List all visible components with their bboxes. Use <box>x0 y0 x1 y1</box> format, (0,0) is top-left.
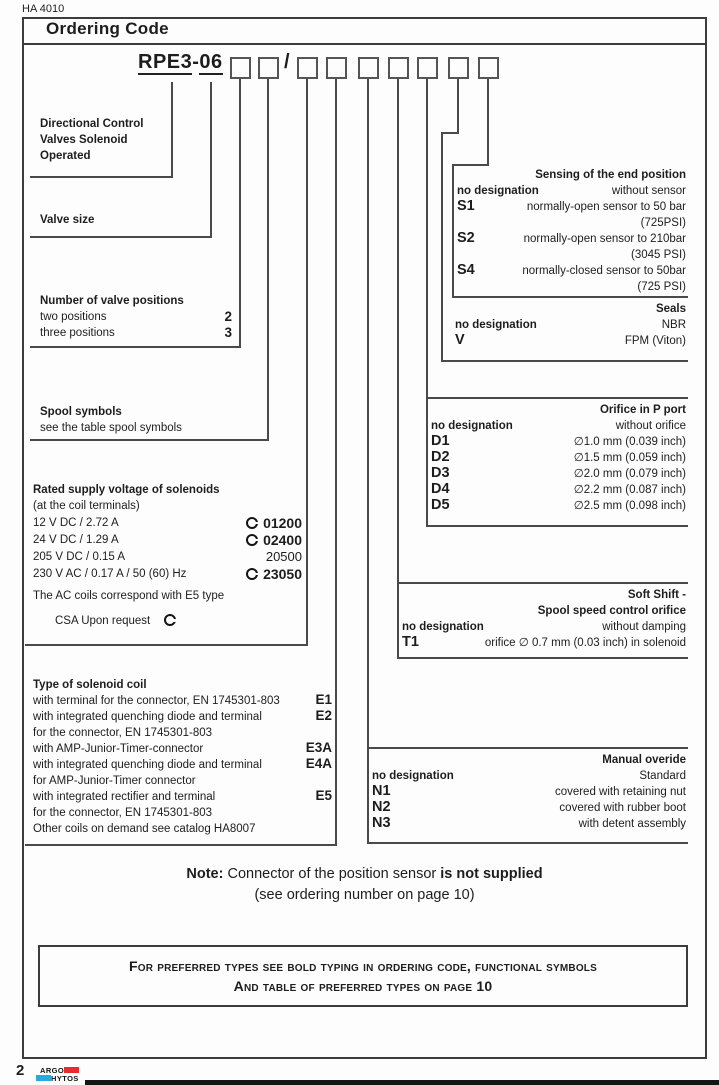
manual-desc: covered with retaining nut <box>554 786 686 798</box>
positions-label: three positions <box>40 327 115 339</box>
code-box-voltage <box>297 57 318 79</box>
coil-row <box>33 741 332 757</box>
sensing-desc2: (725PSI) <box>640 217 686 229</box>
note-line-1 <box>22 864 707 885</box>
seals-row <box>455 317 686 333</box>
code-box-softshift <box>388 57 409 79</box>
code-slash: / <box>284 51 290 73</box>
coil-desc: for the connector, EN 1745301-803 <box>33 727 213 739</box>
orifice-row <box>431 498 686 514</box>
note-bold-text: is not supplied <box>440 866 543 882</box>
table-seals <box>455 301 686 349</box>
positions-label: two positions <box>40 311 107 323</box>
voltage-label: 230 V AC / 0.17 A / 50 (60) Hz <box>33 567 187 580</box>
orifice-code: D5 <box>431 497 450 513</box>
coil-desc: with terminal for the connector, EN 1745301-803 <box>33 695 280 707</box>
sensing-row-cont <box>457 279 686 295</box>
connector-manual <box>367 79 369 844</box>
manual-code: no designation <box>372 770 454 782</box>
manual-code: N3 <box>372 815 391 831</box>
coil-desc: with integrated quenching diode and terminal <box>33 759 262 771</box>
voltage-title: Rated supply voltage of solenoids <box>33 484 220 496</box>
code-box-coil <box>326 57 347 79</box>
coil-desc: with integrated quenching diode and terminal <box>33 711 262 723</box>
directional-line3: Operated <box>40 150 91 162</box>
positions-row <box>40 309 232 325</box>
code-box-seals <box>448 57 469 79</box>
voltage-row <box>33 548 302 565</box>
sensing-row <box>457 231 686 247</box>
connector-positions <box>239 79 241 348</box>
orifice-desc: ∅1.0 mm (0.039 inch) <box>573 436 686 448</box>
table-softshift <box>402 587 686 651</box>
orifice-desc: without orifice <box>615 420 686 432</box>
brand-hytos-text: HYTOS <box>51 1073 79 1083</box>
orifice-row <box>431 466 686 482</box>
seals-bottom-rule <box>441 360 688 362</box>
csa-note-text: CSA Upon request <box>55 615 151 627</box>
connector-size <box>210 82 212 238</box>
manual-row <box>372 816 686 832</box>
section-coil <box>33 677 332 821</box>
coil-desc: with AMP-Junior-Timer-connector <box>33 743 204 755</box>
note-text: Connector of the position sensor <box>223 866 441 882</box>
sensing-title: Sensing of the end position <box>535 169 686 181</box>
orifice-code: D3 <box>431 465 450 481</box>
rule-directional <box>30 176 173 178</box>
softshift-desc: without damping <box>602 621 686 633</box>
coil-footer: Other coils on demand see catalog HA8007 <box>33 823 256 835</box>
rule-voltage <box>25 644 308 646</box>
voltage-ac-note: The AC coils correspond with E5 type <box>33 590 225 602</box>
page-title: Ordering Code <box>46 19 169 38</box>
coil-code: E2 <box>315 708 332 723</box>
manual-desc: with detent assembly <box>578 818 686 830</box>
manual-desc: Standard <box>639 770 686 782</box>
voltage-subtitle: (at the coil terminals) <box>33 500 140 512</box>
section-spool <box>40 404 182 436</box>
table-sensing <box>457 167 686 295</box>
seals-row <box>455 333 686 349</box>
sensing-code: S2 <box>457 230 475 246</box>
rule-spool <box>30 439 269 441</box>
sensing-row-cont <box>457 247 686 263</box>
connector-softshift <box>397 79 399 659</box>
seals-desc: FPM (Viton) <box>624 335 686 347</box>
coil-title: Type of solenoid coil <box>33 679 147 691</box>
directional-line2: Valves Solenoid <box>40 134 128 146</box>
brand-row-top <box>40 1066 86 1074</box>
voltage-label: 24 V DC / 1.29 A <box>33 533 119 546</box>
voltage-label: 205 V DC / 0.15 A <box>33 550 126 563</box>
coil-code: E5 <box>315 788 332 803</box>
manual-top-rule <box>367 747 688 749</box>
orifice-row <box>431 482 686 498</box>
voltage-csa-note <box>55 613 181 629</box>
positions-title: Number of valve positions <box>40 295 184 307</box>
sensing-top-rule <box>452 164 489 166</box>
connector-sensing <box>487 79 489 166</box>
code-size: 06 <box>199 51 223 73</box>
doc-code: HA 4010 <box>22 3 65 15</box>
sensing-row <box>457 199 686 215</box>
ordering-code-text <box>138 51 223 73</box>
seals-code: no designation <box>455 319 537 331</box>
coil-desc: with integrated rectifier and terminal <box>33 791 216 803</box>
page-number: 2 <box>16 1062 25 1079</box>
preferred-types-box <box>38 945 688 1007</box>
orifice-desc: ∅2.5 mm (0.098 inch) <box>573 500 686 512</box>
sensing-row <box>457 263 686 279</box>
voltage-row <box>33 531 302 548</box>
brand-argo-text: ARGO <box>40 1065 65 1075</box>
coil-code: E3A <box>305 740 332 755</box>
coil-row <box>33 709 332 725</box>
seals-desc: NBR <box>661 319 686 331</box>
voltage-label: 12 V DC / 2.72 A <box>33 516 119 529</box>
csa-mark-icon <box>246 568 258 580</box>
coil-code: E1 <box>315 692 332 707</box>
manual-row <box>372 768 686 784</box>
manual-desc: covered with rubber boot <box>559 802 686 814</box>
connector-seals-jog <box>441 132 459 134</box>
orifice-code: no designation <box>431 420 513 432</box>
softshift-title-2: Spool speed control orifice <box>537 605 686 617</box>
code-separator: - <box>192 51 200 73</box>
section-valve-size: Valve size <box>40 214 95 226</box>
sensing-desc: normally-open sensor to 50 bar <box>526 201 686 213</box>
code-prefix: RPE3 <box>138 51 193 73</box>
code-box-manual <box>358 57 379 79</box>
connector-prefix <box>171 82 173 178</box>
orifice-desc: ∅1.5 mm (0.059 inch) <box>573 452 686 464</box>
preferred-line-1: For preferred types see bold typing in ordering code, functional symbols <box>129 958 597 974</box>
note-line-2: (see ordering number on page 10) <box>254 887 475 903</box>
manual-code: N2 <box>372 799 391 815</box>
coil-desc: for AMP-Junior-Timer connector <box>33 775 196 787</box>
orifice-row <box>431 434 686 450</box>
coil-row <box>33 757 332 773</box>
orifice-code: D2 <box>431 449 450 465</box>
section-voltage <box>33 482 302 582</box>
manual-code: N1 <box>372 783 391 799</box>
orifice-row <box>431 418 686 434</box>
connector-seals-left <box>441 132 443 362</box>
orifice-code: D1 <box>431 433 450 449</box>
directional-line1: Directional Control <box>40 118 144 130</box>
seals-code: V <box>455 332 465 348</box>
coil-row <box>33 805 332 821</box>
softshift-row <box>402 635 686 651</box>
softshift-desc: orifice ∅ 0.7 mm (0.03 inch) in solenoid <box>484 637 686 649</box>
section-positions <box>40 293 232 341</box>
softshift-code: no designation <box>402 621 484 633</box>
table-manual <box>372 752 686 832</box>
coil-row <box>33 725 332 741</box>
coil-row <box>33 693 332 709</box>
orifice-desc: ∅2.2 mm (0.087 inch) <box>573 484 686 496</box>
connector-coil <box>335 79 337 846</box>
manual-title: Manual overide <box>602 754 686 766</box>
positions-code: 2 <box>224 309 232 324</box>
table-orifice <box>431 402 686 514</box>
csa-mark-icon <box>246 534 258 546</box>
code-box-positions <box>230 57 251 79</box>
footer-bar <box>85 1080 719 1085</box>
sensing-bottom-rule <box>452 296 688 298</box>
code-box-orifice <box>417 57 438 79</box>
voltage-code: 02400 <box>263 531 302 548</box>
voltage-row <box>33 514 302 531</box>
spool-subtitle: see the table spool symbols <box>40 422 182 434</box>
coil-desc: for the connector, EN 1745301-803 <box>33 807 213 819</box>
softshift-title-1: Soft Shift - <box>627 589 686 601</box>
seals-title: Seals <box>655 303 686 315</box>
softshift-row <box>402 619 686 635</box>
preferred-line-2: And table of preferred types on page 10 <box>233 978 493 994</box>
note <box>22 864 707 906</box>
voltage-row <box>33 565 302 582</box>
brand-logo <box>40 1066 86 1082</box>
sensing-code: S1 <box>457 198 475 214</box>
csa-mark-icon <box>164 614 176 626</box>
softshift-bottom-rule <box>397 657 688 659</box>
connector-voltage <box>306 79 308 646</box>
sensing-left-rule <box>452 164 454 298</box>
connector-orifice <box>426 79 428 527</box>
sensing-desc: normally-open sensor to 210bar <box>523 233 686 245</box>
voltage-code: 23050 <box>263 565 302 582</box>
voltage-code: 01200 <box>263 514 302 531</box>
sensing-code: S4 <box>457 262 475 278</box>
coil-row <box>33 773 332 789</box>
positions-row <box>40 325 232 341</box>
manual-row <box>372 800 686 816</box>
connector-seals-upper <box>457 79 459 134</box>
orifice-code: D4 <box>431 481 450 497</box>
sensing-code: no designation <box>457 185 539 197</box>
rule-coil <box>25 844 337 846</box>
orifice-top-rule <box>426 397 688 399</box>
csa-mark-icon <box>246 517 258 529</box>
sensing-desc2: (725 PSI) <box>637 281 686 293</box>
brand-row-bottom <box>36 1074 86 1082</box>
sensing-row <box>457 183 686 199</box>
orifice-bottom-rule <box>426 525 688 527</box>
code-box-spool <box>258 57 279 79</box>
spool-title: Spool symbols <box>40 406 122 418</box>
positions-code: 3 <box>224 325 232 340</box>
manual-bottom-rule <box>367 842 688 844</box>
softshift-code: T1 <box>402 634 419 650</box>
coil-row <box>33 789 332 805</box>
rule-valve-size <box>30 236 212 238</box>
connector-spool <box>267 79 269 441</box>
sensing-desc: normally-closed sensor to 50bar <box>522 265 686 277</box>
note-label: Note: <box>186 866 224 882</box>
sensing-desc2: (3045 PSI) <box>631 249 686 261</box>
sensing-row-cont <box>457 215 686 231</box>
voltage-code: 20500 <box>265 548 302 564</box>
brand-blue-rect-icon <box>36 1075 51 1082</box>
section-directional <box>40 116 144 164</box>
brand-red-rect-icon <box>64 1067 79 1074</box>
code-box-sensing <box>478 57 499 79</box>
manual-row <box>372 784 686 800</box>
rule-positions <box>30 346 241 348</box>
softshift-top-rule <box>397 582 688 584</box>
orifice-row <box>431 450 686 466</box>
coil-code: E4A <box>305 756 332 771</box>
orifice-title: Orifice in P port <box>599 404 686 416</box>
orifice-desc: ∅2.0 mm (0.079 inch) <box>573 468 686 480</box>
sensing-desc: without sensor <box>611 185 686 197</box>
